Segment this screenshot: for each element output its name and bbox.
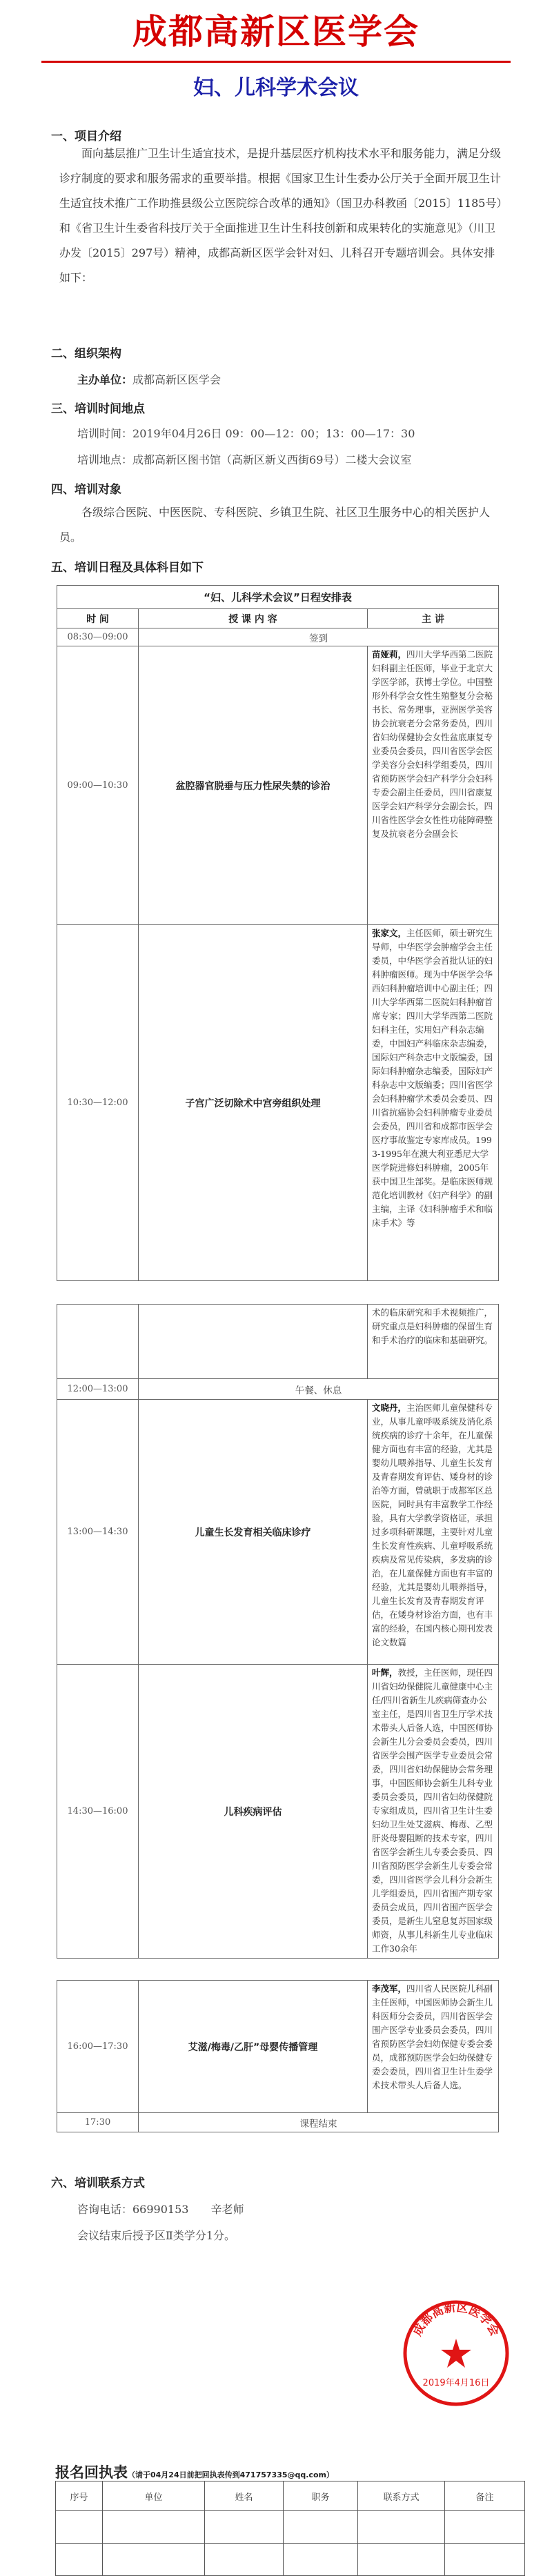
session-3-topic: 儿童生长发育相关临床诊疗 <box>139 1400 368 1665</box>
registration-table <box>55 2481 525 2576</box>
audience-paragraph: 各级综合医院、中医医院、专科医院、乡镇卫生院、社区卫生服务中心的相关医护人员。 <box>59 506 491 544</box>
session-5-speaker-bio: 四川省人民医院儿科副主任医师，中国医师协会新生儿科医师分会委员，四川省医学会围产医学专业委员会委员，四川省预防医学会妇幼保健专委会委员，成都预防医学会妇幼保健专委会委员，四川省卫生计生委学术技术带头人后备人选。 <box>372 1983 493 2090</box>
session-1-time: 09:00—10:30 <box>57 646 139 925</box>
session-4-topic: 儿科疾病评估 <box>139 1665 368 1959</box>
header-content: 授 课 内 容 <box>139 609 368 628</box>
session-5-topic: 艾滋/梅毒/乙肝”母婴传播管理 <box>139 1981 368 2113</box>
header-time: 时 间 <box>57 609 139 628</box>
section-heading-contact: 六、培训联系方式 <box>51 2177 145 2190</box>
session-3-time: 13:00—14:30 <box>57 1400 139 1665</box>
section-heading-organization: 二、组织架构 <box>51 347 121 361</box>
session-4-time: 14:30—16:00 <box>57 1665 139 1959</box>
header-speaker: 主 讲 <box>368 609 499 628</box>
session-2-speaker-bio: 主任医师，硕士研究生导师，中华医学会肿瘤学会主任委员，中华医学会首批认证的妇科肿瘤医师。现为中华医学会华西妇科肿瘤培训中心副主任；四川大学华西第二医院妇科肿瘤首席专家；四川大学华西第二医院妇科主任，实用妇产科杂志编委，中国妇产科临床杂志编委，国际妇产科杂志中文版编委，国际妇科肿瘤杂志编委，国际妇产科杂志中文版编委；四川省医学会妇科肿瘤学术委员会委员、四川省抗癌协会妇科肿瘤专业委员会委员，四川省和成都市医学会医疗事故鉴定专家库成员。1993-1995年在澳大利亚悉尼大学医学院进修妇科肿瘤，2005年获中国卫生部奖。是临床医师规范化培训教材《妇产科学》的副主编，主译《妇科肿瘤手术和临床手术》等 <box>372 928 493 1228</box>
session-2-speaker-name: 张家文， <box>372 928 407 938</box>
session-2-speaker <box>368 925 499 1281</box>
place-value: 成都高新区图书馆（高新区新义西街69号）二楼大会议室 <box>132 453 412 466</box>
session-3-speaker-name: 文晓丹， <box>372 1403 407 1413</box>
session-3-speaker-bio: 主治医师儿童保健科专业，从事儿童呼吸系统及消化系统疾病的诊疗十余年，在儿童保健方面也有丰富的经验，尤其是婴幼儿喂养指导、儿童生长发育及青春期发育评估、矮身材的诊治等方面，曾就职于成都军区总医院，同时具有丰富教学工作经验，具有大学教学资格证，承担过多项科研课题，主要针对儿童生长发育性疾病、儿童呼吸系统疾病及常见传染病，多发病的诊治，在儿童保健方面也有丰富的经验，尤其是婴幼儿喂养指导，儿童生长发育及青春期发育评估，在矮身材诊治方面，也有丰富的经验，在国内核心期刊发表论文数篇 <box>372 1403 493 1647</box>
registration-note: （请于04月24日前把回执表传到471757335@qq.com） <box>128 2470 334 2479</box>
session-2-speaker-bio-cont: 术的临床研究和手术视频推广，研究重点是妇科肿瘤的保留生育和手术治疗的临床和基础研究。 <box>368 1305 499 1379</box>
table-row <box>57 925 499 1281</box>
reg-header-title: 职务 <box>284 2481 358 2511</box>
schedule-table-continued <box>57 1304 499 1959</box>
table-row <box>57 1305 499 1379</box>
reg-header-index: 序号 <box>56 2481 103 2511</box>
table-row <box>57 646 499 925</box>
session-1-speaker <box>368 646 499 925</box>
session-1-speaker-bio: 四川大学华西第二医院妇科副主任医师，毕业于北京大学医学部，获博士学位。中国整形外科学会女性生殖整复分会秘书长、常务理事，亚洲医学美容协会抗衰老分会常务委员，四川省妇幼保健协会女性盆底康复专业委员会委员，四川省医学会医学美容分会妇科学组委员，四川省预防医学会妇产科学分会妇科专委会副主任委员，四川省康复医学会妇产科学分会副会长，四川省性医学会女性性功能障碍整复及抗衰老分会副会长 <box>372 649 493 839</box>
section-heading-intro: 一、项目介绍 <box>51 130 121 143</box>
document-title: 妇、儿科学术会议 <box>193 76 359 100</box>
signin-time: 08:30—09:00 <box>57 628 139 646</box>
time-line <box>77 425 415 441</box>
time-value: 2019年04月26日 09：00—12：00；13：00—17：30 <box>132 427 415 440</box>
section-heading-audience: 四、培训对象 <box>51 483 121 497</box>
place-label: 培训地点： <box>77 453 133 466</box>
organizer-label: 主办单位： <box>77 373 133 386</box>
table-row <box>57 1665 499 1959</box>
seal-date: 2019年4月16日 <box>422 2378 490 2388</box>
organizer-line <box>77 371 221 387</box>
session-4-speaker <box>368 1665 499 1959</box>
official-seal <box>399 2296 513 2410</box>
session-4-speaker-bio: 教授，主任医师，现任四川省妇幼保健院儿童健康中心主任/四川省新生儿疾病筛查办公室主任，是四川省卫生厅学术技术带头人后备人选，中国医师协会新生儿分会委员会委员，四川省医学会围产医学专业委员会常委，四川省妇幼保健协会常务理事，中国医师协会新生儿科专业委员会委员，四川省妇幼保健院专家组成员，四川省卫生计生委妇幼卫生处艾滋病、梅毒、乙型肝炎母婴阻断的技术专家，四川省医学会新生儿专委会委员、四川省预防医学会新生儿专委会常委，四川省医学会儿科分会新生儿学组委员，四川省围产期专家委员会成员，四川省围产医学会委员，是新生儿窒息复苏国家级师资，从事儿科新生儿专业临床工作30余年 <box>372 1667 493 1954</box>
session-5-speaker-name: 李茂军， <box>372 1983 407 1994</box>
registration-title <box>55 2461 334 2482</box>
table-row <box>57 1981 499 2113</box>
seal-text: 成都高新区医学会 <box>411 2300 502 2339</box>
reg-header-unit: 单位 <box>103 2481 205 2511</box>
session-1-speaker-name: 苗娅莉， <box>372 649 407 660</box>
header-divider <box>41 61 511 63</box>
session-2-time: 10:30—12:00 <box>57 925 139 1281</box>
lunch-label: 午餐、休息 <box>139 1379 499 1400</box>
contact-phone: 咨询电话：66990153 辛老师 <box>77 2203 244 2216</box>
section-heading-schedule: 五、培训日程及具体科目如下 <box>51 561 204 575</box>
table-row <box>57 1400 499 1665</box>
lunch-time: 12:00—13:00 <box>57 1379 139 1400</box>
session-2-topic: 子宫广泛切除术中宫旁组织处理 <box>139 925 368 1281</box>
reg-header-remark: 备注 <box>445 2481 525 2511</box>
reg-header-contact: 联系方式 <box>358 2481 445 2511</box>
session-5-time: 16:00—17:30 <box>57 1981 139 2113</box>
reg-header-name: 姓名 <box>205 2481 284 2511</box>
schedule-title: “妇、儿科学术会议”日程安排表 <box>57 586 499 609</box>
schedule-table <box>57 585 499 1281</box>
end-label: 课程结束 <box>139 2113 499 2132</box>
schedule-table-end <box>57 1980 499 2132</box>
place-line <box>77 451 411 467</box>
signin-label: 签到 <box>139 628 499 646</box>
table-row <box>56 2511 525 2544</box>
time-label: 培训时间： <box>77 427 133 440</box>
end-time: 17:30 <box>57 2113 139 2132</box>
session-4-speaker-name: 叶辉， <box>372 1667 398 1678</box>
organizer-heading: 成都高新区医学会 <box>132 12 420 52</box>
registration-title-text: 报名回执表 <box>55 2464 128 2481</box>
session-1-topic: 盆腔器官脱垂与压力性尿失禁的诊治 <box>139 646 368 925</box>
session-5-speaker <box>368 1981 499 2113</box>
intro-paragraph: 面向基层推广卫生计生适宜技术，是提升基层医疗机构技术水平和服务能力，满足分级诊疗制度的要求和服务需求的重要举措。根据《国家卫生计生委办公厅关于全面开展卫生计生适宜技术推广工作助推县级公立医院综合改革的通知》（国卫办科教函〔2015〕1185号）和《省卫生计生委省科技厅关于全面推进卫生计生科技创新和成果转化的实施意见》（川卫办发〔2015〕297号）精神，成都高新区医学会针对妇、儿科召开专题培训会。具体安排如下： <box>59 147 502 284</box>
credit-note: 会议结束后授予区Ⅱ类学分1分。 <box>77 2229 236 2242</box>
seal-star-icon <box>441 2339 471 2368</box>
section-heading-time-place: 三、培训时间地点 <box>51 402 145 416</box>
session-3-speaker <box>368 1400 499 1665</box>
table-row <box>56 2544 525 2576</box>
organizer-value: 成都高新区医学会 <box>132 373 221 386</box>
